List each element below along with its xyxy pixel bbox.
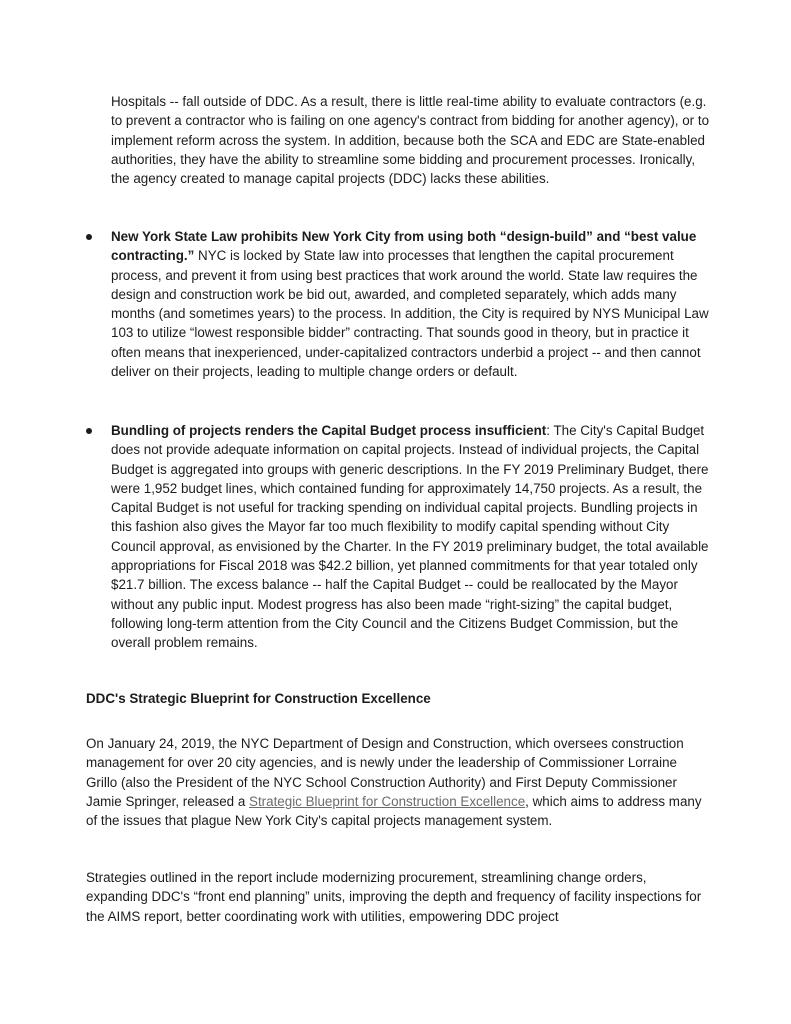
- bullet-lead: Bundling of projects renders the Capital Budget process insufficient: [111, 423, 547, 438]
- intro-paragraph: Hospitals -- fall outside of DDC. As a result, there is little real-time ability to evaluate contractors (e.g. to prevent a contractor who is failing on one agency's contract from bidding for another agency), or to implement reform across the system. In addition, because both the SCA and EDC are State-enabled authorities, they have the ability to streamline some bidding and procurement processes. Ironically, the agency created to manage capital projects (DDC) lacks these abilities.: [111, 94, 710, 187]
- bullet-body: NYC is locked by State law into processes that lengthen the capital procurement process, and prevent it from using best practices that work around the world. State law requires the design and construction work be bid out, awarded, and completed separately, which adds many months (and sometimes years) to the process. In addition, the City is required by NYS Municipal Law 103 to utilize “lowest responsible bidder” contracting. That sounds good in theory, but in practice it often means that inexperienced, under-capitalized contractors underbid a project -- and then cannot deliver on their projects, leading to multiple change orders or default.: [111, 248, 709, 380]
- blueprint-link[interactable]: Strategic Blueprint for Construction Excellence: [249, 793, 526, 809]
- section-heading: DDC's Strategic Blueprint for Construction Excellence: [86, 691, 431, 706]
- bullet-icon: [86, 234, 92, 240]
- strategies-paragraph: Strategies outlined in the report include modernizing procurement, streamlining change orders, expanding DDC's “front end planning” units, improving the depth and frequency of facility inspections for the AIMS report, better coordinating work with utilities, empowering DDC project: [86, 870, 702, 924]
- bullet-lead: New York State Law prohibits New York City from using both “design-build” and “best value contracting.”: [111, 229, 697, 264]
- bullet-icon: [86, 428, 92, 434]
- blueprint-paragraph: [86, 734, 711, 830]
- bullet-text: [111, 227, 711, 381]
- bullet-text: [111, 421, 711, 653]
- paragraph-text: , which aims to address many of the issues that plague New York City's capital projects management system.: [86, 793, 702, 829]
- paragraph-text: On January 24, 2019, the NYC Department of Design and Construction, which oversees construction management for over 20 city agencies, and is newly under the leadership of Commissioner Lorraine Grillo (also the President of the NYC School Construction Authority) and First Deputy Commissioner Jamie Springer, released a: [86, 736, 684, 809]
- bullet-body: : The City's Capital Budget does not provide adequate information on capital projects. Instead of individual projects, the Capital Budget is aggregated into groups with generic descriptions. In the FY 2019 Preliminary Budget, there were 1,952 budget lines, which contained funding for approximately 14,750 projects. As a result, the Capital Budget is not useful for tracking spending on individual capital projects. Bundling projects in this fashion also gives the Mayor far too much flexibility to modify capital spending without City Council approval, as envisioned by the Charter. In the FY 2019 preliminary budget, the total available appropriations for Fiscal 2018 was $42.2 billion, yet planned commitments for that year totaled only $21.7 billion. The excess balance -- half the Capital Budget -- could be reallocated by the Mayor without any public input. Modest progress has also been made “right-sizing” the capital budget, following long-term attention from the City Council and the Citizens Budget Commission, but the overall problem remains.: [111, 423, 709, 651]
